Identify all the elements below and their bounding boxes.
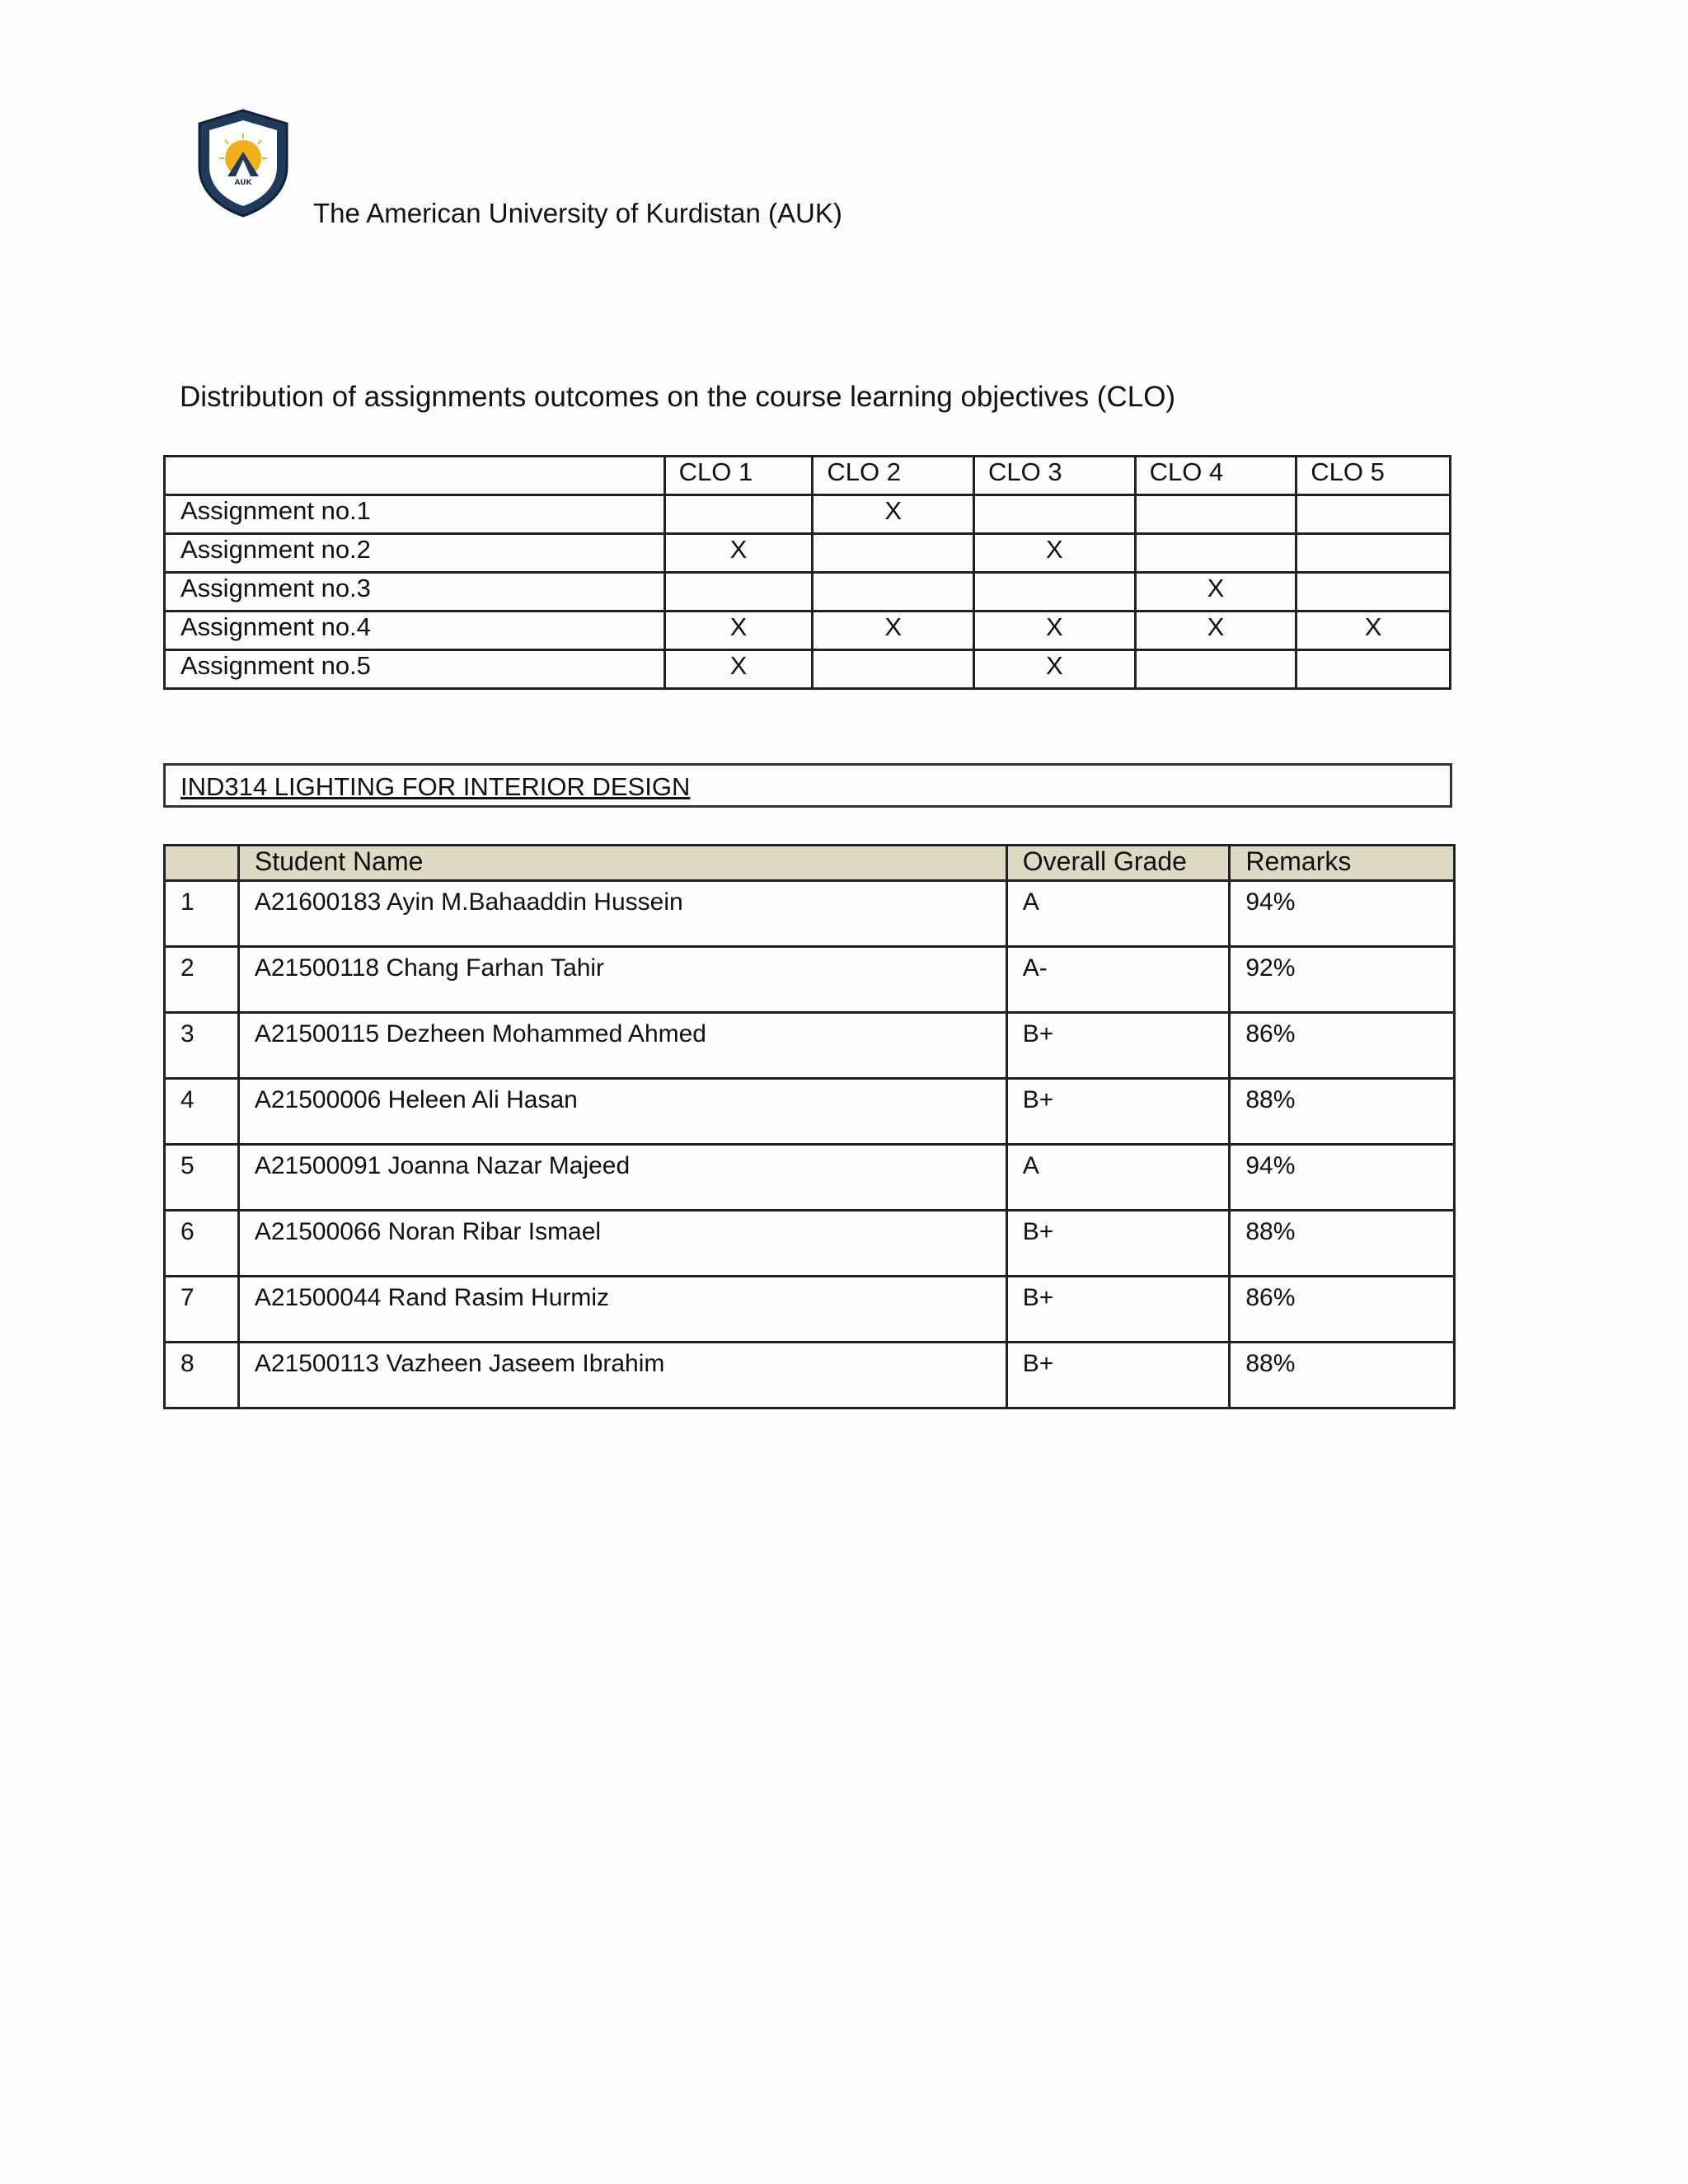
clo-mark bbox=[1135, 495, 1296, 534]
remarks: 92% bbox=[1230, 947, 1455, 1013]
overall-grade-header: Overall Grade bbox=[1006, 846, 1230, 881]
student-row bbox=[165, 1013, 1455, 1079]
clo-mark bbox=[813, 650, 974, 689]
clo-mark: X bbox=[1296, 612, 1451, 650]
row-number: 4 bbox=[165, 1079, 239, 1145]
university-logo bbox=[195, 109, 292, 218]
course-title: IND314 LIGHTING FOR INTERIOR DESIGN bbox=[181, 772, 691, 801]
remarks-header: Remarks bbox=[1230, 846, 1455, 881]
clo-mark: X bbox=[974, 650, 1136, 689]
overall-grade: A- bbox=[1006, 947, 1230, 1013]
clo-heading: Distribution of assignments outcomes on the course learning objectives (CLO) bbox=[180, 381, 1176, 413]
row-number: 7 bbox=[165, 1277, 239, 1343]
clo-column-header: CLO 3 bbox=[974, 457, 1136, 495]
student-name: A21500066 Noran Ribar Ismael bbox=[238, 1211, 1006, 1277]
remarks: 88% bbox=[1230, 1343, 1455, 1408]
clo-mark bbox=[664, 495, 813, 534]
student-row bbox=[165, 1277, 1455, 1343]
overall-grade: B+ bbox=[1006, 1277, 1230, 1343]
grade-header-row bbox=[165, 846, 1455, 881]
student-name: A21500115 Dezheen Mohammed Ahmed bbox=[238, 1013, 1006, 1079]
row-number: 5 bbox=[165, 1145, 239, 1211]
student-name: A21500118 Chang Farhan Tahir bbox=[238, 947, 1006, 1013]
clo-mark: X bbox=[1135, 612, 1296, 650]
clo-mark bbox=[974, 573, 1136, 612]
overall-grade: B+ bbox=[1006, 1079, 1230, 1145]
row-number: 6 bbox=[165, 1211, 239, 1277]
clo-mark bbox=[974, 495, 1136, 534]
student-name-header: Student Name bbox=[238, 846, 1006, 881]
clo-mark: X bbox=[1135, 573, 1296, 612]
clo-column-header: CLO 5 bbox=[1296, 457, 1451, 495]
clo-corner-cell bbox=[165, 457, 665, 495]
remarks: 88% bbox=[1230, 1211, 1455, 1277]
remarks: 86% bbox=[1230, 1013, 1455, 1079]
clo-row bbox=[165, 650, 1451, 689]
row-number: 1 bbox=[165, 881, 239, 947]
clo-mark: X bbox=[813, 612, 974, 650]
row-number: 2 bbox=[165, 947, 239, 1013]
overall-grade: A bbox=[1006, 1145, 1230, 1211]
clo-mark bbox=[813, 573, 974, 612]
clo-row bbox=[165, 573, 1451, 612]
student-row bbox=[165, 1145, 1455, 1211]
clo-row bbox=[165, 612, 1451, 650]
clo-column-header: CLO 4 bbox=[1135, 457, 1296, 495]
clo-row bbox=[165, 495, 1451, 534]
clo-mark: X bbox=[664, 650, 813, 689]
clo-mark: X bbox=[974, 612, 1136, 650]
assignment-label: Assignment no.1 bbox=[165, 495, 665, 534]
student-name: A21600183 Ayin M.Bahaaddin Hussein bbox=[238, 881, 1006, 947]
student-name: A21500044 Rand Rasim Hurmiz bbox=[238, 1277, 1006, 1343]
row-number: 8 bbox=[165, 1343, 239, 1408]
clo-mark bbox=[1135, 534, 1296, 573]
student-name: A21500113 Vazheen Jaseem Ibrahim bbox=[238, 1343, 1006, 1408]
university-name: The American University of Kurdistan (AUK) bbox=[313, 198, 842, 228]
student-row bbox=[165, 881, 1455, 947]
clo-row bbox=[165, 534, 1451, 573]
remarks: 94% bbox=[1230, 1145, 1455, 1211]
overall-grade: B+ bbox=[1006, 1013, 1230, 1079]
clo-mark bbox=[1296, 495, 1451, 534]
svg-text:AUK: AUK bbox=[234, 179, 252, 187]
remarks: 94% bbox=[1230, 881, 1455, 947]
clo-mark: X bbox=[664, 534, 813, 573]
clo-mark: X bbox=[813, 495, 974, 534]
clo-header-row bbox=[165, 457, 1451, 495]
student-row bbox=[165, 1211, 1455, 1277]
clo-mark bbox=[1296, 534, 1451, 573]
row-number: 3 bbox=[165, 1013, 239, 1079]
student-name: A21500091 Joanna Nazar Majeed bbox=[238, 1145, 1006, 1211]
clo-mark bbox=[1296, 650, 1451, 689]
remarks: 88% bbox=[1230, 1079, 1455, 1145]
assignment-label: Assignment no.3 bbox=[165, 573, 665, 612]
student-row bbox=[165, 1079, 1455, 1145]
overall-grade: A bbox=[1006, 881, 1230, 947]
clo-mark bbox=[664, 573, 813, 612]
student-row bbox=[165, 1343, 1455, 1408]
clo-mark bbox=[813, 534, 974, 573]
course-title-box bbox=[163, 763, 1452, 808]
clo-mark bbox=[1296, 573, 1451, 612]
assignment-label: Assignment no.5 bbox=[165, 650, 665, 689]
clo-column-header: CLO 1 bbox=[664, 457, 813, 495]
clo-mark: X bbox=[974, 534, 1136, 573]
number-column-header bbox=[165, 846, 239, 881]
clo-column-header: CLO 2 bbox=[813, 457, 974, 495]
clo-table bbox=[163, 455, 1451, 690]
assignment-label: Assignment no.2 bbox=[165, 534, 665, 573]
overall-grade: B+ bbox=[1006, 1343, 1230, 1408]
overall-grade: B+ bbox=[1006, 1211, 1230, 1277]
grade-table bbox=[163, 844, 1456, 1409]
clo-mark: X bbox=[664, 612, 813, 650]
assignment-label: Assignment no.4 bbox=[165, 612, 665, 650]
remarks: 86% bbox=[1230, 1277, 1455, 1343]
clo-mark bbox=[1135, 650, 1296, 689]
student-name: A21500006 Heleen Ali Hasan bbox=[238, 1079, 1006, 1145]
student-row bbox=[165, 947, 1455, 1013]
